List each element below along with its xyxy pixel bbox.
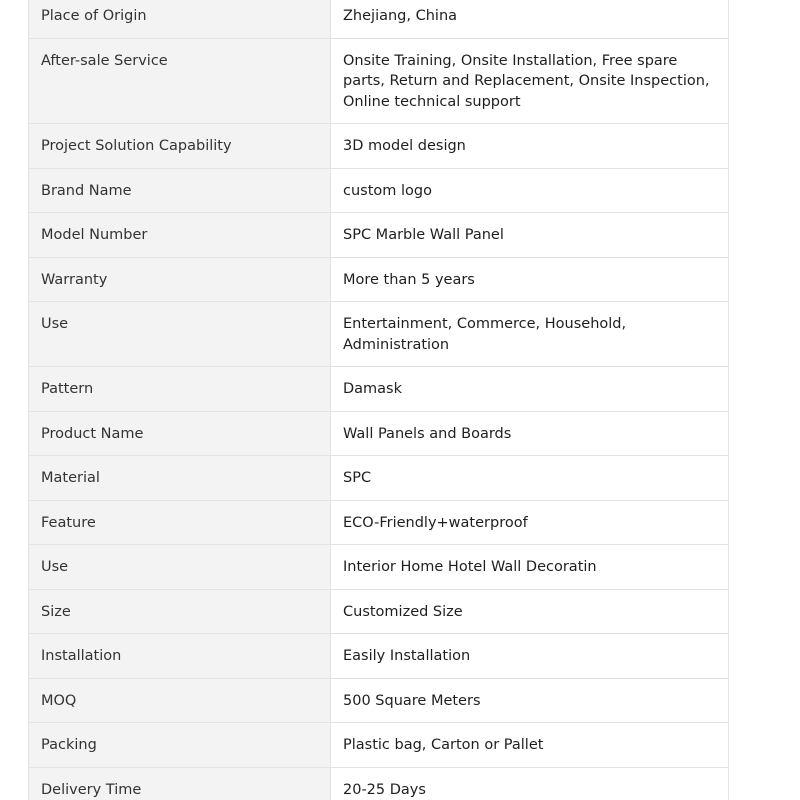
attribute-name: Delivery Time [29, 767, 331, 800]
attribute-row-delivery-time [29, 767, 729, 800]
attribute-name: Installation [29, 634, 331, 679]
attribute-row-pattern [29, 367, 729, 412]
attribute-name: After-sale Service [29, 38, 331, 124]
attribute-value: SPC Marble Wall Panel [331, 213, 729, 258]
attribute-row-moq [29, 678, 729, 723]
attribute-value: Onsite Training, Onsite Installation, Free spare parts, Return and Replacement, Onsite Inspection, Online technical support [331, 38, 729, 124]
attribute-value: 3D model design [331, 124, 729, 169]
attribute-value: 500 Square Meters [331, 678, 729, 723]
attribute-value: More than 5 years [331, 257, 729, 302]
attribute-row-use [29, 302, 729, 367]
attribute-name: Model Number [29, 213, 331, 258]
attribute-row-warranty [29, 257, 729, 302]
attribute-value: 20-25 Days [331, 767, 729, 800]
product-attributes-table [28, 0, 729, 800]
attribute-name: Project Solution Capability [29, 124, 331, 169]
attribute-row-packing [29, 723, 729, 768]
attribute-name: Size [29, 589, 331, 634]
attribute-name: Packing [29, 723, 331, 768]
attribute-row-after-sale-service [29, 38, 729, 124]
attribute-name: Product Name [29, 411, 331, 456]
attribute-name: MOQ [29, 678, 331, 723]
attribute-row-product-name [29, 411, 729, 456]
attribute-value: custom logo [331, 168, 729, 213]
attribute-value: Damask [331, 367, 729, 412]
attribute-value: SPC [331, 456, 729, 501]
attribute-name: Feature [29, 500, 331, 545]
attribute-row-use-interior [29, 545, 729, 590]
attribute-name: Use [29, 302, 331, 367]
attribute-row-project-solution-capability [29, 124, 729, 169]
attribute-value: ECO-Friendly+waterproof [331, 500, 729, 545]
attribute-value: Zhejiang, China [331, 0, 729, 38]
attribute-row-model-number [29, 213, 729, 258]
attribute-row-brand-name [29, 168, 729, 213]
attribute-row-installation [29, 634, 729, 679]
attribute-value: Easily Installation [331, 634, 729, 679]
attribute-name: Warranty [29, 257, 331, 302]
attribute-name: Pattern [29, 367, 331, 412]
attribute-row-material [29, 456, 729, 501]
attribute-name: Material [29, 456, 331, 501]
attribute-value: Wall Panels and Boards [331, 411, 729, 456]
attribute-value: Interior Home Hotel Wall Decoratin [331, 545, 729, 590]
attribute-row-place-of-origin [29, 0, 729, 38]
attribute-value: Customized Size [331, 589, 729, 634]
attribute-name: Brand Name [29, 168, 331, 213]
attribute-row-size [29, 589, 729, 634]
attribute-value: Plastic bag, Carton or Pallet [331, 723, 729, 768]
attribute-name: Place of Origin [29, 0, 331, 38]
attribute-name: Use [29, 545, 331, 590]
attribute-row-feature [29, 500, 729, 545]
attribute-value: Entertainment, Commerce, Household, Administration [331, 302, 729, 367]
